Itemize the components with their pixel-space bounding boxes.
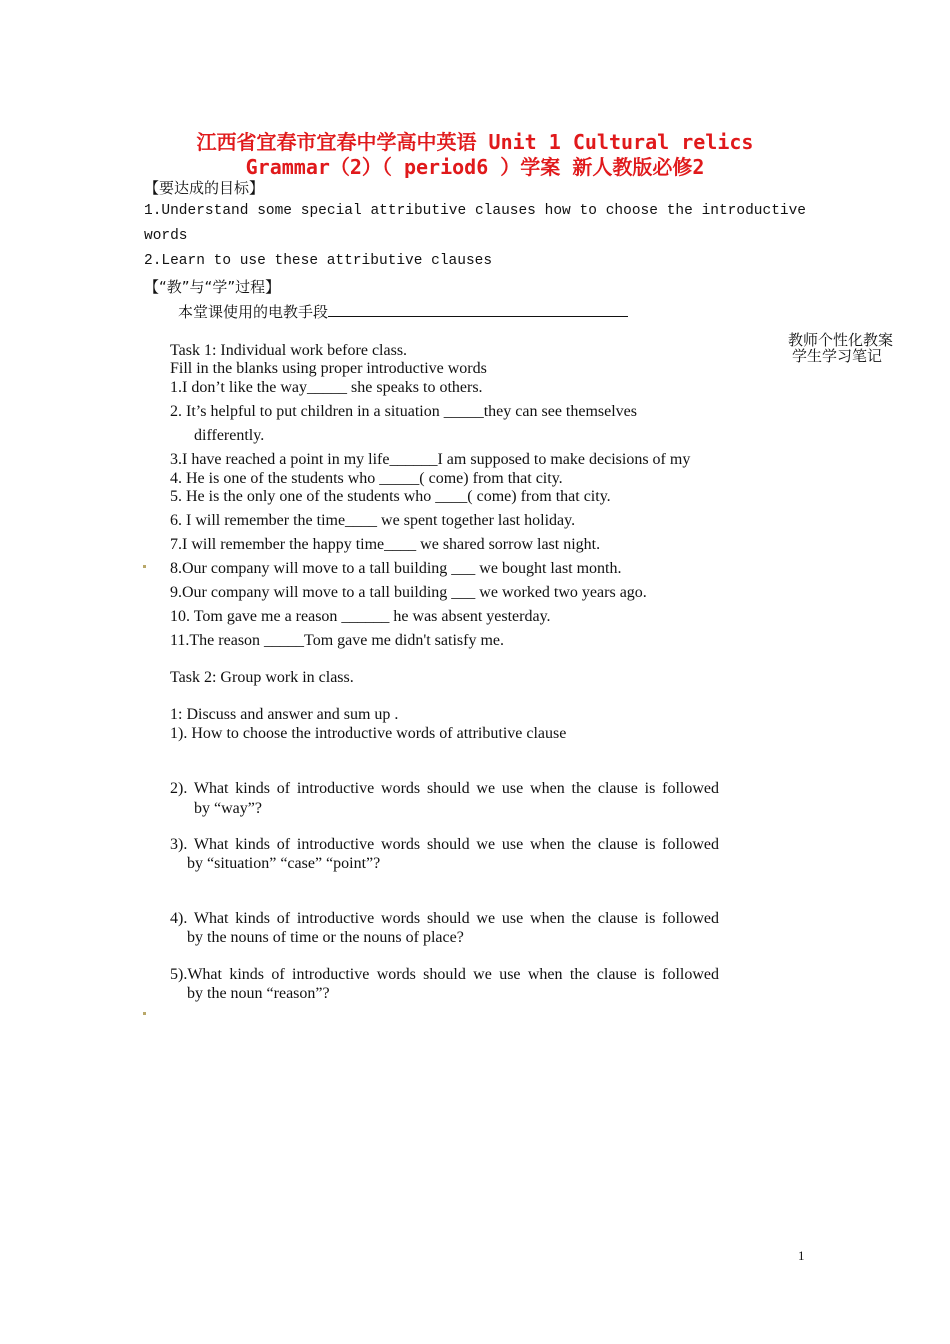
task2-question-4-cont: by the nouns of time or the nouns of place? <box>187 929 464 946</box>
goals-heading: 【要达成的目标】 <box>144 179 265 197</box>
task1-question-6: 6. I will remember the time____ we spent together last holiday. <box>170 512 576 529</box>
task1-question-11: 11.The reason _____Tom gave me didn't satisfy me. <box>170 632 504 649</box>
media-label: 本堂课使用的电教手段 <box>178 303 329 321</box>
task1-question-2-cont: differently. <box>194 427 265 444</box>
task1-instruction: Fill in the blanks using proper introductive words <box>170 360 487 377</box>
task1-question-7: 7.I will remember the happy time____ we shared sorrow last night. <box>170 536 601 553</box>
margin-mark <box>143 1012 146 1015</box>
process-heading: 【“教”与“学”过程】 <box>144 278 281 296</box>
task2-question-4: 4). What kinds of introductive words should we use when the clause is followed <box>170 910 719 927</box>
task2-question-3: 3). What kinds of introductive words should we use when the clause is followed <box>170 836 719 853</box>
task1-question-10: 10. Tom gave me a reason ______ he was absent yesterday. <box>170 608 551 625</box>
task1-question-4: 4. He is one of the students who _____( come) from that city. <box>170 470 563 487</box>
task2-question-1: 1). How to choose the introductive words of attributive clause <box>170 725 567 742</box>
doc-title-line1: 江西省宜春市宜春中学高中英语 Unit 1 Cultural relics <box>196 130 754 154</box>
sidebar-teacher-plan: 教师个性化教案 <box>788 331 894 349</box>
task1-question-1: 1.I don’t like the way_____ she speaks to others. <box>170 379 483 396</box>
sidebar-student-notes: 学生学习笔记 <box>792 347 883 365</box>
goal-item-2: 2.Learn to use these attributive clauses <box>144 253 493 269</box>
task2-question-5: 5).What kinds of introductive words should we use when the clause is followed <box>170 966 719 983</box>
goal-item-1: 1.Understand some special attributive clauses how to choose the introductive <box>144 203 806 219</box>
page-number: 1 <box>798 1248 805 1263</box>
task1-heading: Task 1: Individual work before class. <box>170 342 408 359</box>
task1-question-3: 3.I have reached a point in my life______I am supposed to make decisions of my <box>170 451 691 468</box>
margin-mark <box>143 565 146 568</box>
media-line <box>178 301 628 322</box>
task2-question-3-cont: by “situation” “case” “point”? <box>187 855 381 872</box>
task1-question-5: 5. He is the only one of the students who ____( come) from that city. <box>170 488 611 505</box>
task1-question-2: 2. It’s helpful to put children in a situation _____they can see themselves <box>170 403 638 420</box>
task2-question-2-cont: by “way”? <box>194 800 262 817</box>
goal-item-1-cont: words <box>144 228 188 244</box>
task2-question-2: 2). What kinds of introductive words should we use when the clause is followed <box>170 780 719 797</box>
task1-question-9: 9.Our company will move to a tall building ___ we worked two years ago. <box>170 584 647 601</box>
media-blank[interactable] <box>328 302 628 317</box>
task1-question-8: 8.Our company will move to a tall building ___ we bought last month. <box>170 560 622 577</box>
task2-question-5-cont: by the noun “reason”? <box>187 985 330 1002</box>
task2-heading: Task 2: Group work in class. <box>170 669 354 686</box>
task2-intro: 1: Discuss and answer and sum up . <box>170 706 399 723</box>
doc-title-line2: Grammar（2）（ period6 ）学案 新人教版必修2 <box>245 155 705 179</box>
